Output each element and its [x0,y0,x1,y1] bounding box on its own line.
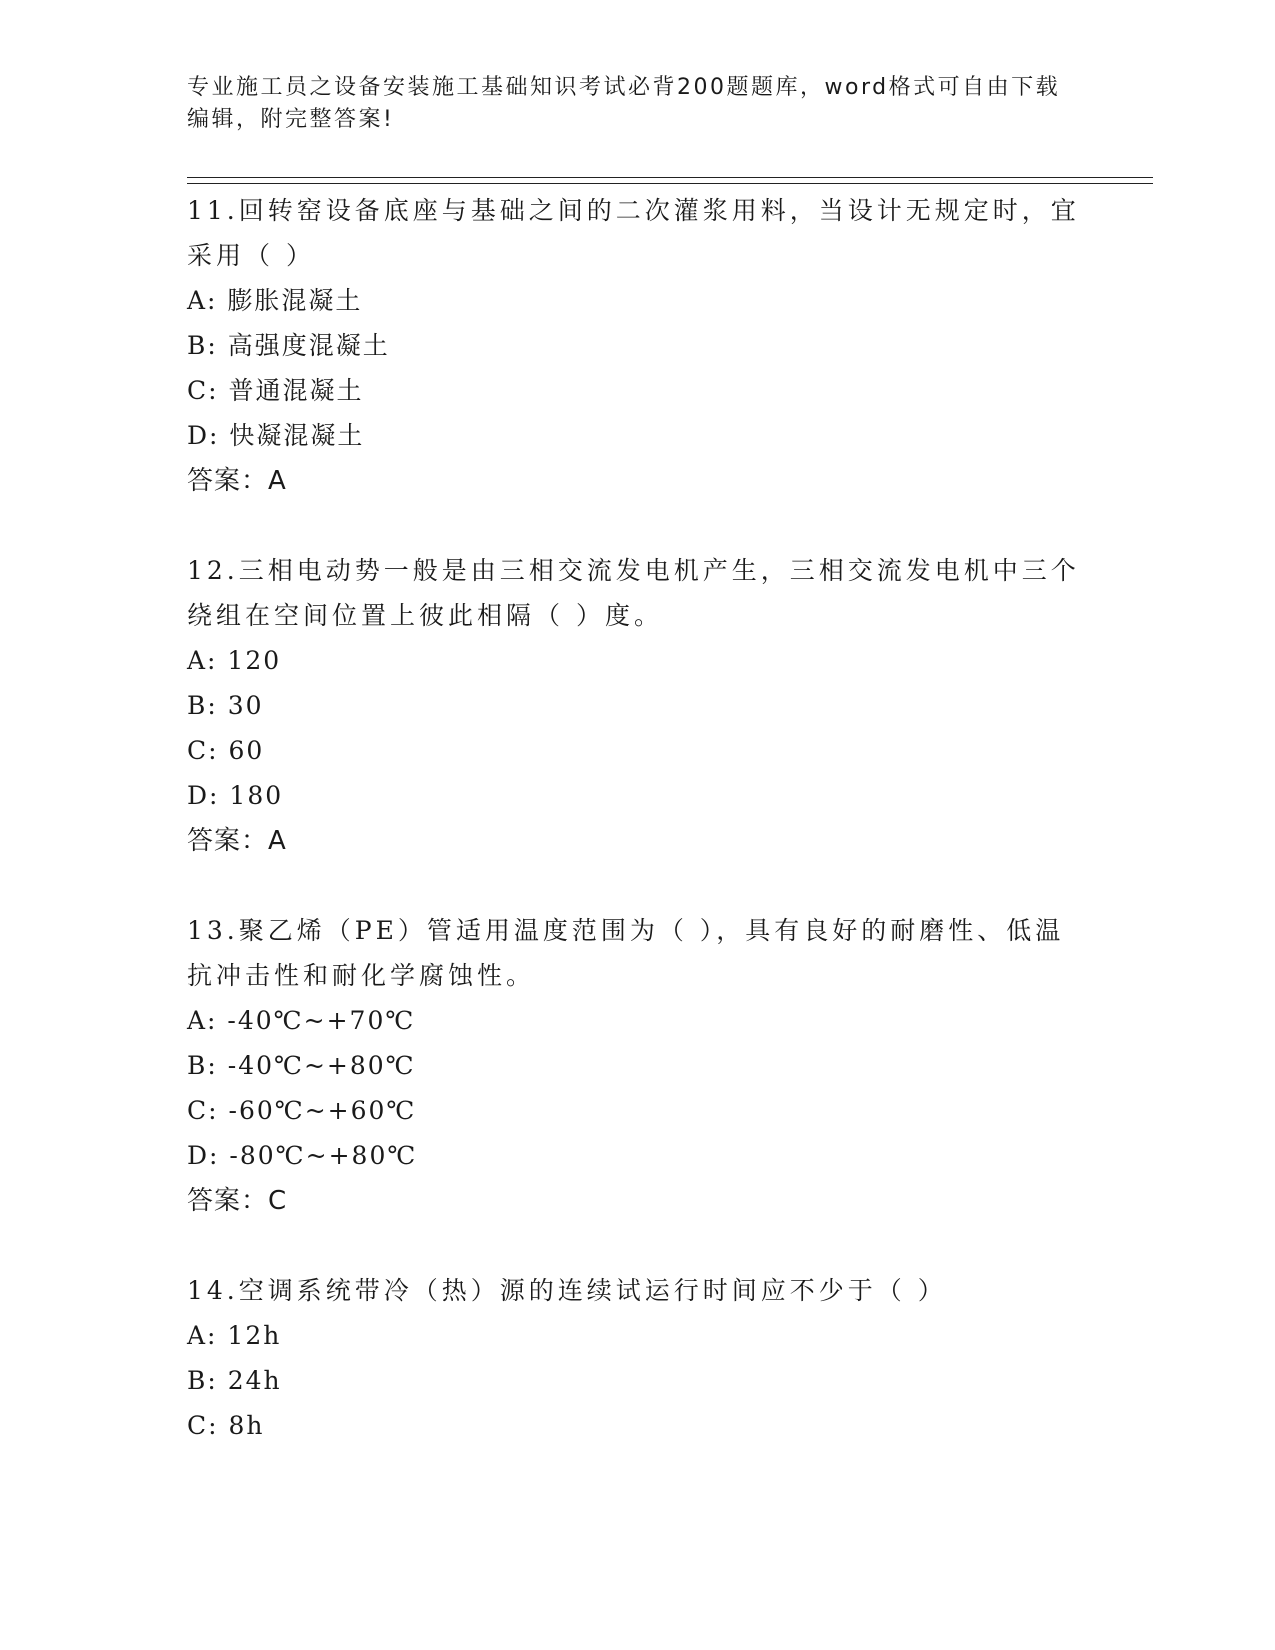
header-title-line-2: 编辑，附完整答案! [187,107,395,132]
option-a: A: 膨胀混凝土 [187,286,363,315]
header-title-line-1: 专业施工员之设备安装施工基础知识考试必背200题题库，word格式可自由下载 [187,75,1061,100]
option-a: A: 12h [187,1321,282,1350]
option-d: D: 快凝混凝土 [187,421,365,450]
option-b: B: 24h [187,1366,282,1395]
question-stem: 11.回转窑设备底座与基础之间的二次灌浆用料，当设计无规定时，宜 [187,196,1080,225]
option-b: B: 30 [187,691,264,720]
question-stem: 抗冲击性和耐化学腐蚀性。 [187,961,536,990]
question-stem: 14.空调系统带冷（热）源的连续试运行时间应不少于（ ） [187,1276,947,1305]
header-divider-top [187,177,1153,178]
option-b: B: -40℃~+80℃ [187,1051,416,1080]
answer: 答案：A [187,826,287,856]
answer: 答案：C [187,1186,288,1216]
option-c: C: 8h [187,1411,265,1440]
option-d: D: -80℃~+80℃ [187,1141,418,1170]
question-stem: 12.三相电动势一般是由三相交流发电机产生，三相交流发电机中三个 [187,556,1080,585]
option-b: B: 高强度混凝土 [187,331,390,360]
option-c: C: -60℃~+60℃ [187,1096,417,1125]
question-stem: 13.聚乙烯（PE）管适用温度范围为（ ），具有良好的耐磨性、低温 [187,916,1065,945]
answer: 答案：A [187,466,287,496]
option-a: A: -40℃~+70℃ [187,1006,416,1035]
question-stem: 绕组在空间位置上彼此相隔（ ）度。 [187,601,663,630]
option-c: C: 60 [187,736,265,765]
option-d: D: 180 [187,781,284,810]
header-divider-bottom [187,183,1153,184]
question-stem: 采用（ ） [187,241,315,270]
option-c: C: 普通混凝土 [187,376,364,405]
option-a: A: 120 [187,646,282,675]
